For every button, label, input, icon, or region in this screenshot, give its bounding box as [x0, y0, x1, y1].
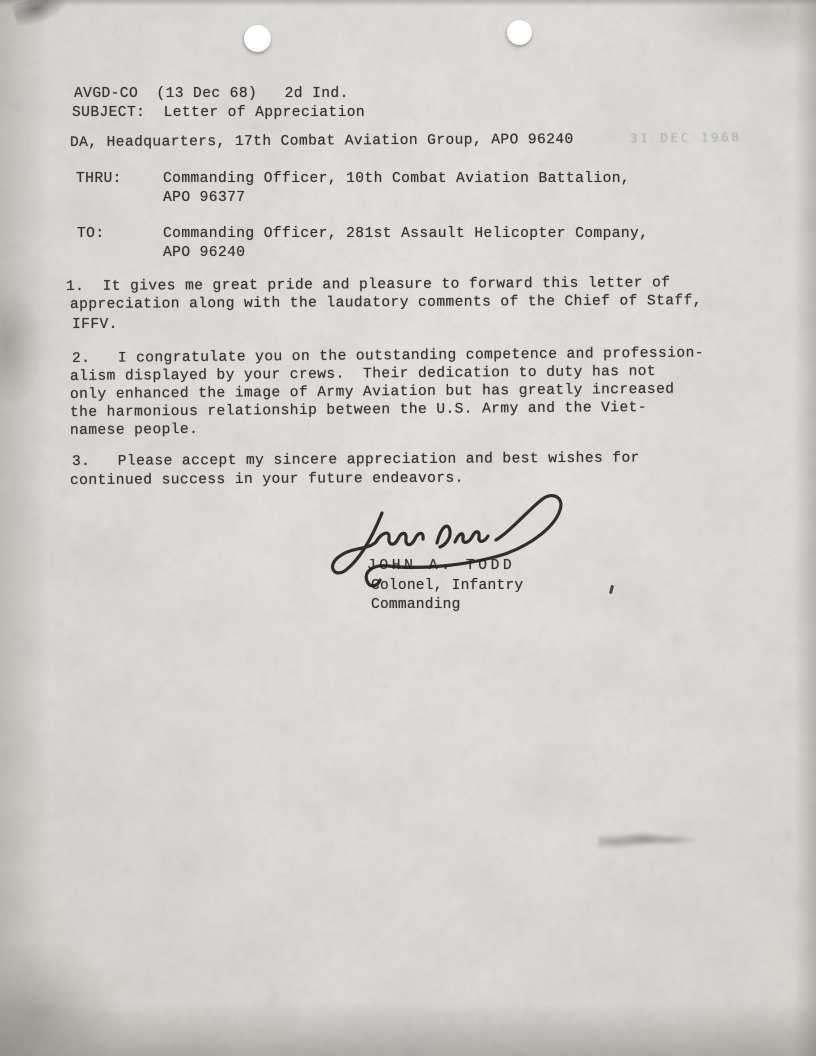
signature-rank: Colonel, Infantry — [371, 578, 524, 594]
scan-artifact-left-edge — [0, 0, 50, 1056]
paragraph-1-line: 1. It gives me great pride and pleasure to forward this letter of — [65, 275, 671, 295]
signature-name: JOHN A. TODD — [367, 558, 516, 574]
scan-artifact-bottom-left — [0, 944, 120, 1056]
paragraph-2-line: only enhanced the image of Army Aviation but has greatly increased — [69, 381, 675, 403]
signature-title: Commanding — [371, 597, 461, 613]
thru-line1: Commanding Officer, 10th Combat Aviation Battalion, — [163, 171, 631, 187]
scan-artifact-left-blotch — [0, 286, 40, 406]
paragraph-2-line: the harmonious relationship between the U.S. Army and the Viet- — [69, 399, 647, 421]
scan-artifact-smudge — [598, 826, 698, 854]
paragraph-2-line: namese people. — [69, 421, 199, 439]
scan-artifact-right-edge — [794, 0, 816, 1056]
paragraph-2-line: alism displayed by your crews. Their dedication to duty has not — [69, 363, 657, 385]
subject-line: SUBJECT: Letter of Appreciation — [72, 105, 366, 121]
scan-artifact-top-left — [11, 0, 72, 30]
paragraph-1-line: appreciation along with the laudatory comments of the Chief of Staff, — [69, 293, 702, 313]
paragraph-1-line: IFFV. — [72, 317, 118, 333]
hole-punch-right — [507, 20, 532, 45]
to-line2: APO 96240 — [163, 245, 246, 261]
hole-punch-left — [244, 25, 271, 52]
thru-label: THRU: — [76, 171, 122, 187]
paragraph-3-line: continued success in your future endeavors. — [69, 470, 464, 489]
scan-artifact-top-right — [672, 0, 816, 56]
thru-line2: APO 96377 — [163, 190, 246, 206]
originator-line: DA, Headquarters, 17th Combat Aviation Group, APO 96240 — [69, 131, 574, 151]
stray-ink-mark — [609, 585, 614, 594]
received-date-stamp: 31 DEC 1968 — [629, 129, 742, 146]
reference-line: AVGD-CO (13 Dec 68) 2d Ind. — [74, 86, 349, 102]
scan-artifact-bottom-band — [0, 1002, 816, 1056]
scan-artifact-top-edge — [0, 0, 816, 6]
paragraph-3-line: 3. Please accept my sincere appreciation and best wishes for — [71, 450, 640, 470]
signature-script — [318, 493, 583, 608]
paragraph-2-line: 2. I congratulate you on the outstanding competence and profession- — [71, 345, 704, 367]
to-line1: Commanding Officer, 281st Assault Helicopter Company, — [163, 226, 649, 242]
to-label: TO: — [77, 226, 105, 242]
